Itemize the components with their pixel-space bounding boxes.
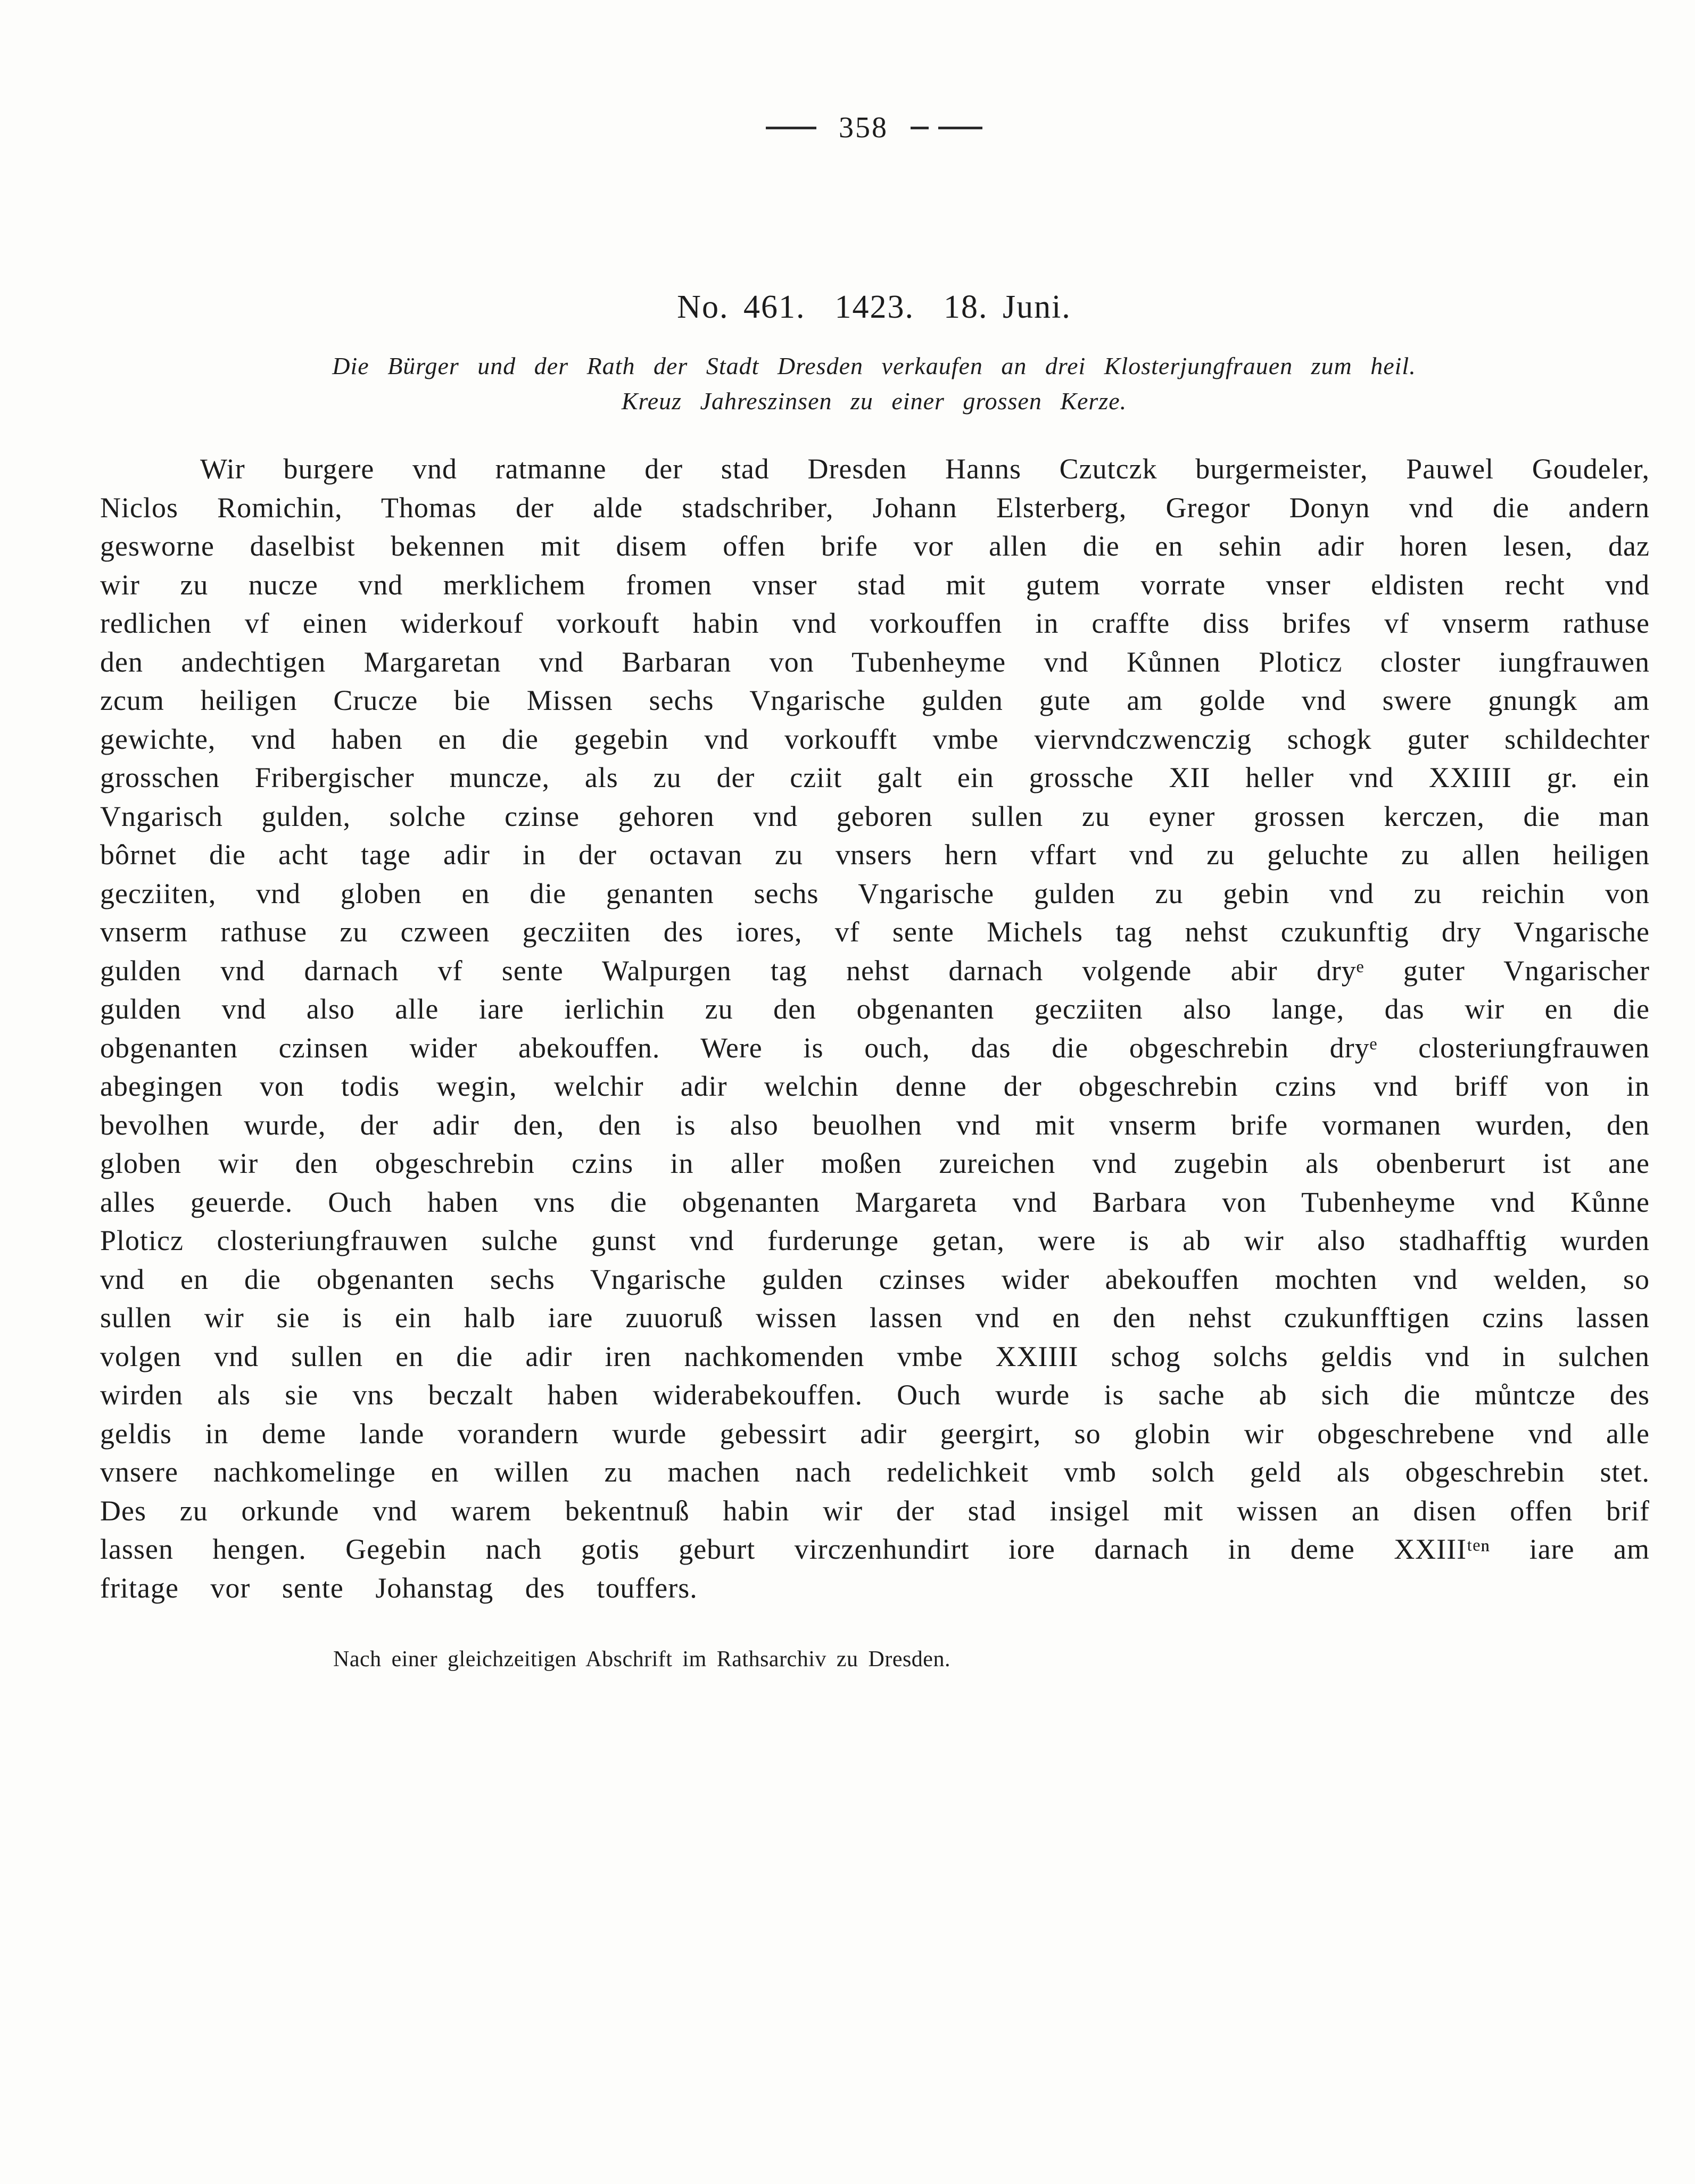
charter-summary <box>100 349 1648 419</box>
page-header <box>100 109 1648 146</box>
page-number-rule-left <box>766 127 816 129</box>
page-number-rule-right <box>911 127 982 129</box>
charter-body-paragraph: Wir burgere vnd ratmanne der stad Dresden Hanns Czutczk burgermeister, Pauwel Goudeler, Niclos Romichin, Thomas der alde stadschriber, Johann Elsterberg, Gregor Donyn vnd die andern gesworne daselbist bekennen mit disem offen brife vor allen die en sehin adir horen lesen, daz wir zu nucze vnd merklichem fromen vnser stad mit gutem vorrate vnser eldisten recht vnd redlichen vf einen widerkouf vorkouft habin vnd vorkouffen in craffte diss brifes vf vnserm rathuse den andechtigen Margaretan vnd Barbaran von Tubenheyme vnd Kůnnen Ploticz closter iungfrauwen zcum heiligen Crucze bie Missen sechs Vngarische gulden gute am golde vnd swere gnungk am gewichte, vnd haben en die gegebin vnd vorkoufft vmbe viervndczwenczig schogk guter schildechter grosschen Fribergischer muncze, als zu der cziit galt ein grossche XII heller vnd XXIIII gr. ein Vngarisch gulden, solche czinse gehoren vnd geboren sullen zu eyner grossen kerczen, die man bôrnet die acht tage adir in der octavan zu vnsers hern vffart vnd zu geluchte zu allen heiligen gecziiten, vnd globen en die genanten sechs Vngarische gulden zu gebin vnd zu reichin von vnserm rathuse zu czween gecziiten des iores, vf sente Michels tag nehst czukunftig dry Vngarische gulden vnd darnach vf sente Walpurgen tag nehst darnach volgende abir dryᵉ guter Vngarischer gulden vnd also alle iare ierlichin zu den obgenanten gecziiten also lange, das wir en die obgenanten czinsen wider abekouffen. Were is ouch, das die obgeschrebin dryᵉ closteriungfrauwen abegingen von todis wegin, welchir adir welchin denne der obgeschrebin czins vnd briff von in bevolhen wurde, der adir den, den is also beuolhen vnd mit vnserm brife vormanen wurden, den globen wir den obgeschrebin czins in aller moßen zureichen vnd zugebin als obenberurt ist ane alles geuerde. Ouch haben vns die obgenanten Margareta vnd Barbara von Tubenheyme vnd Kůnne Ploticz closteriungfrauwen sulche gunst vnd furderunge getan, were is ab wir also stadhafftig wurden vnd en die obgenanten sechs Vngarische gulden czinses wider abekouffen mochten vnd welden, so sullen wir sie is ein halb iare zuuoruß wissen lassen vnd en den nehst czukunfftigen czins lassen volgen vnd sullen en die adir iren nachkomenden vmbe XXIIII schog solchs geldis vnd in sulchen wirden als sie vns beczalt haben widerabekouffen. Ouch wurde is sache ab sich die můntcze des geldis in deme lande vorandern wurde gebessirt adir geergirt, so globin wir obgeschrebene vnd alle vnsere nachkomelinge en willen zu machen nach redelichkeit vmb solch geld als obgeschrebin stet. Des zu orkunde vnd warem bekentnuß habin wir der stad insigel mit wissen an disen offen brif lassen hengen. Gegebin nach gotis geburt virczenhundirt iore darnach in deme XXIIIᵗᵉⁿ iare am fritage vor sente Johanstag des touffers. <box>100 453 1650 1604</box>
page-number: 358 <box>839 111 888 144</box>
charter-heading: No. 461. 1423. 18. Juni. <box>677 289 1071 325</box>
charter-summary-line2: Kreuz Jahreszinsen zu einer grossen Kerze. <box>621 387 1127 415</box>
charter-summary-line1: Die Bürger und der Rath der Stadt Dresden verkaufen an drei Klosterjungfrauen zum heil. <box>332 352 1416 380</box>
source-note: Nach einer gleichzeitigen Abschrift im Rathsarchiv zu Dresden. <box>333 1647 950 1672</box>
